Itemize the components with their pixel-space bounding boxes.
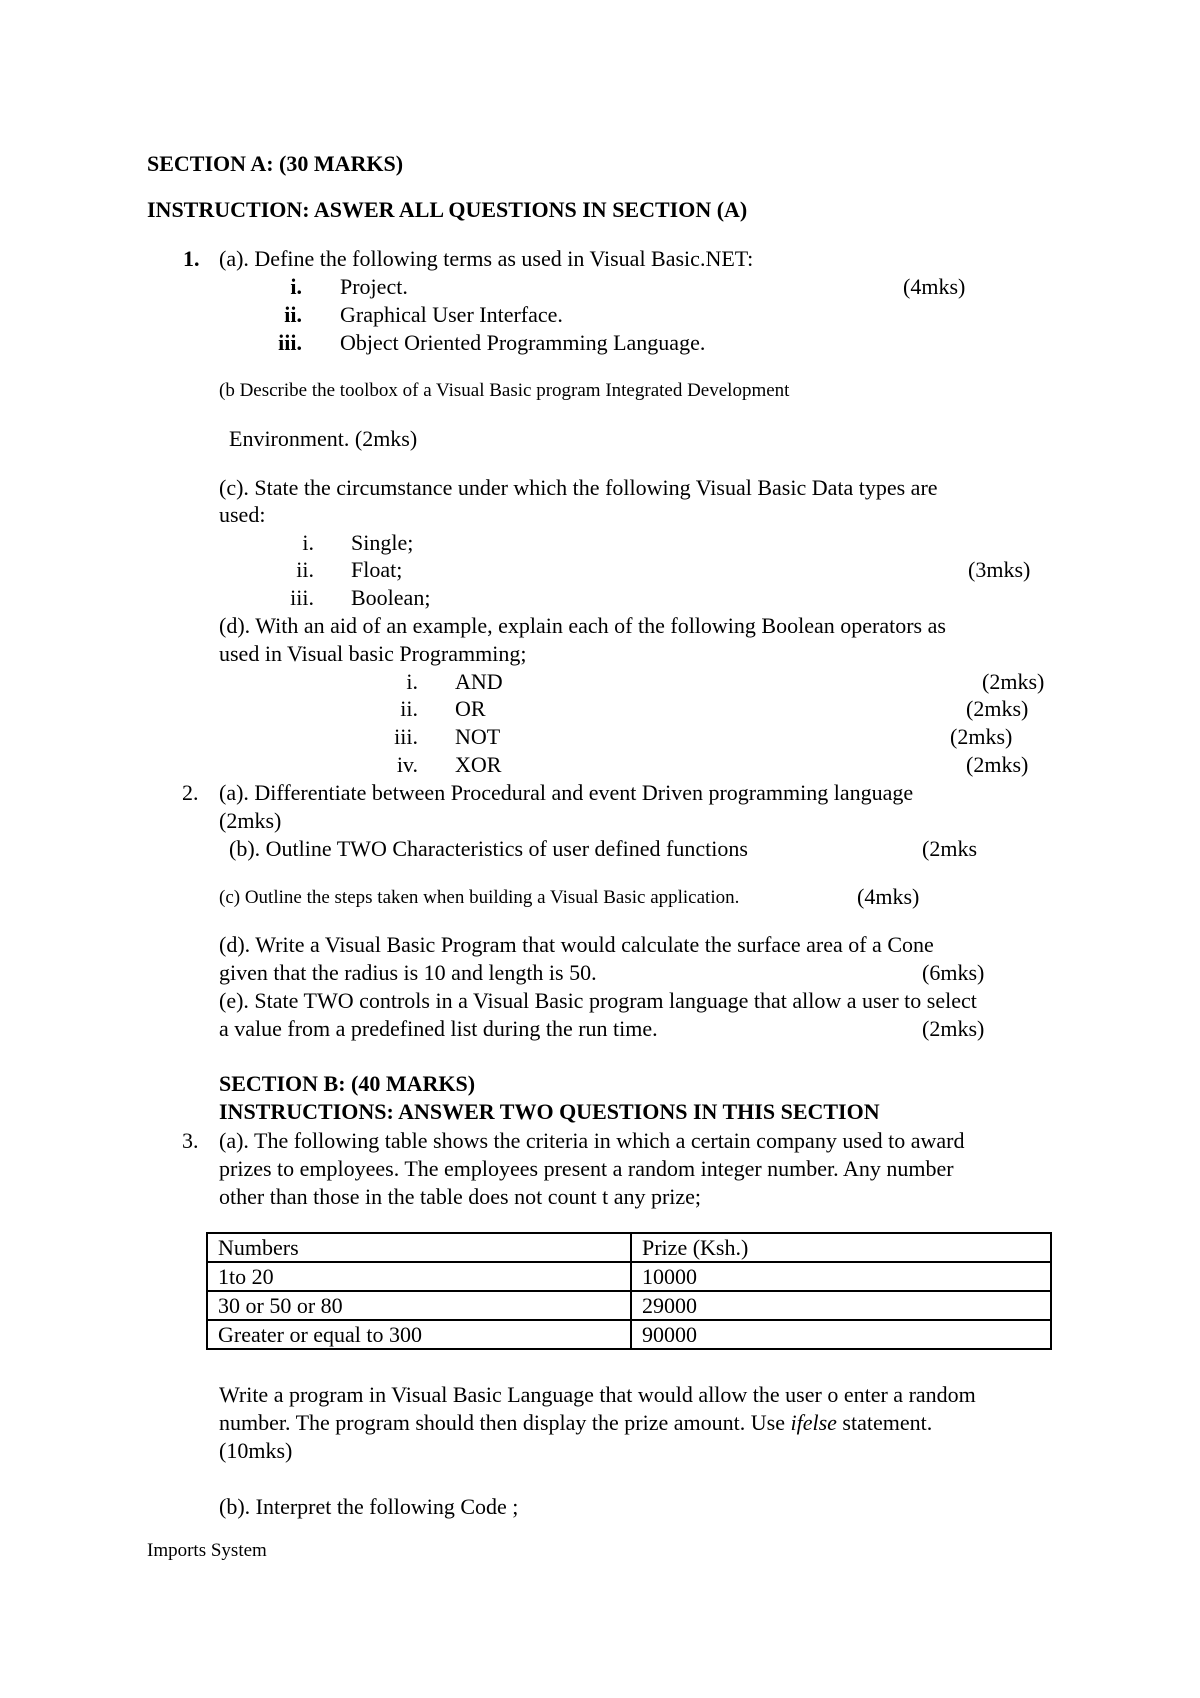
q1a-marks: (4mks) xyxy=(903,274,966,299)
q1a-text: (a). Define the following terms as used in Visual Basic.NET: xyxy=(219,246,754,271)
section-b-instruction: INSTRUCTIONS: ANSWER TWO QUESTIONS IN THIS SECTION xyxy=(219,1099,880,1124)
q2e-line-2: a value from a predefined list during the run time. xyxy=(219,1016,658,1041)
q3-program-line-1: Write a program in Visual Basic Language that would allow the user o enter a random xyxy=(219,1382,976,1407)
q3-program-keyword: ifelse xyxy=(790,1410,837,1435)
q1d-item-4-marks: (2mks) xyxy=(966,752,1029,777)
q2a-line-1: (a). Differentiate between Procedural and event Driven programming language xyxy=(219,780,914,805)
q2d-marks: (6mks) xyxy=(922,960,985,985)
q1c-item-1: Single; xyxy=(351,530,414,555)
q1d-item-1-num: i. xyxy=(406,669,418,694)
q1c-item-2-num: ii. xyxy=(296,557,314,582)
section-b-title: SECTION B: (40 MARKS) xyxy=(219,1071,476,1096)
q1a-item-3-num: iii. xyxy=(278,330,302,355)
table-header-row xyxy=(207,1233,1051,1262)
q2b-marks: (2mks xyxy=(922,836,977,861)
q2b-text: (b). Outline TWO Characteristics of user defined functions xyxy=(229,836,748,861)
q1b-line-2: Environment. (2mks) xyxy=(229,426,418,451)
q1c-item-1-num: i. xyxy=(302,530,314,555)
q3b-text: (b). Interpret the following Code ; xyxy=(219,1494,519,1519)
q2d-line-1: (d). Write a Visual Basic Program that would calculate the surface area of a Cone xyxy=(219,932,934,957)
q3-number: 3. xyxy=(182,1128,199,1153)
q2-number: 2. xyxy=(182,780,199,805)
table-header-cell: Prize (Ksh.) xyxy=(631,1233,1051,1262)
q1c-item-3: Boolean; xyxy=(351,585,431,610)
q2e-marks: (2mks) xyxy=(922,1016,985,1041)
q1d-line-2: used in Visual basic Programming; xyxy=(219,641,527,666)
q1-number: 1. xyxy=(183,246,200,271)
table-cell: 90000 xyxy=(631,1320,1051,1349)
q2a-line-2: (2mks) xyxy=(219,808,282,833)
q3-program-line-2-post: statement. xyxy=(836,1410,933,1435)
q1d-item-2: OR xyxy=(455,696,486,721)
table-cell: 1to 20 xyxy=(207,1262,631,1291)
q1d-item-1: AND xyxy=(455,669,503,694)
section-a-instruction: INSTRUCTION: ASWER ALL QUESTIONS IN SECTION (A) xyxy=(147,197,748,222)
table-cell: 29000 xyxy=(631,1291,1051,1320)
q3a-line-3: other than those in the table does not count t any prize; xyxy=(219,1184,702,1209)
q2d-line-2: given that the radius is 10 and length is 50. xyxy=(219,960,597,985)
table-cell: Greater or equal to 300 xyxy=(207,1320,631,1349)
q1c-marks: (3mks) xyxy=(968,557,1031,582)
code-line: Imports System xyxy=(147,1540,267,1561)
q3a-line-2: prizes to employees. The employees present a random integer number. Any number xyxy=(219,1156,954,1181)
q1d-item-4: XOR xyxy=(455,752,502,777)
table-row xyxy=(207,1262,1051,1291)
q3a-line-1: (a). The following table shows the criteria in which a certain company used to award xyxy=(219,1128,965,1153)
q2c-text: (c) Outline the steps taken when building a Visual Basic application. xyxy=(219,887,740,908)
q1c-item-3-num: iii. xyxy=(290,585,314,610)
q1c-line-1: (c). State the circumstance under which the following Visual Basic Data types are xyxy=(219,475,938,500)
q2e-line-1: (e). State TWO controls in a Visual Basic program language that allow a user to select xyxy=(219,988,977,1013)
table-cell: 30 or 50 or 80 xyxy=(207,1291,631,1320)
q1a-item-2: Graphical User Interface. xyxy=(340,302,563,327)
q3-program-line-2 xyxy=(219,1412,932,1434)
q1d-line-1: (d). With an aid of an example, explain each of the following Boolean operators as xyxy=(219,613,946,638)
table-row xyxy=(207,1320,1051,1349)
q2c-marks: (4mks) xyxy=(857,884,920,909)
q1d-item-3-marks: (2mks) xyxy=(950,724,1013,749)
q1c-item-2: Float; xyxy=(351,557,403,582)
q1a-item-3: Object Oriented Programming Language. xyxy=(340,330,706,355)
table-cell: 10000 xyxy=(631,1262,1051,1291)
q1a-item-1: Project. xyxy=(340,274,408,299)
q1d-item-3: NOT xyxy=(455,724,501,749)
q1d-item-2-marks: (2mks) xyxy=(966,696,1029,721)
table-row xyxy=(207,1291,1051,1320)
q1c-line-2: used: xyxy=(219,502,266,527)
q1d-item-2-num: ii. xyxy=(400,696,418,721)
q1d-item-4-num: iv. xyxy=(396,752,418,777)
table-header-cell: Numbers xyxy=(207,1233,631,1262)
q1a-item-1-num: i. xyxy=(290,274,302,299)
q1d-item-3-num: iii. xyxy=(394,724,418,749)
section-a-title: SECTION A: (30 MARKS) xyxy=(147,151,404,176)
prize-table xyxy=(206,1232,1052,1350)
q1a-item-2-num: ii. xyxy=(284,302,302,327)
q3-program-marks: (10mks) xyxy=(219,1438,293,1463)
q1b-line-1: (b Describe the toolbox of a Visual Basic program Integrated Development xyxy=(219,380,790,401)
q1d-item-1-marks: (2mks) xyxy=(982,669,1045,694)
q3-program-line-2-pre: number. The program should then display the prize amount. Use xyxy=(219,1410,791,1435)
